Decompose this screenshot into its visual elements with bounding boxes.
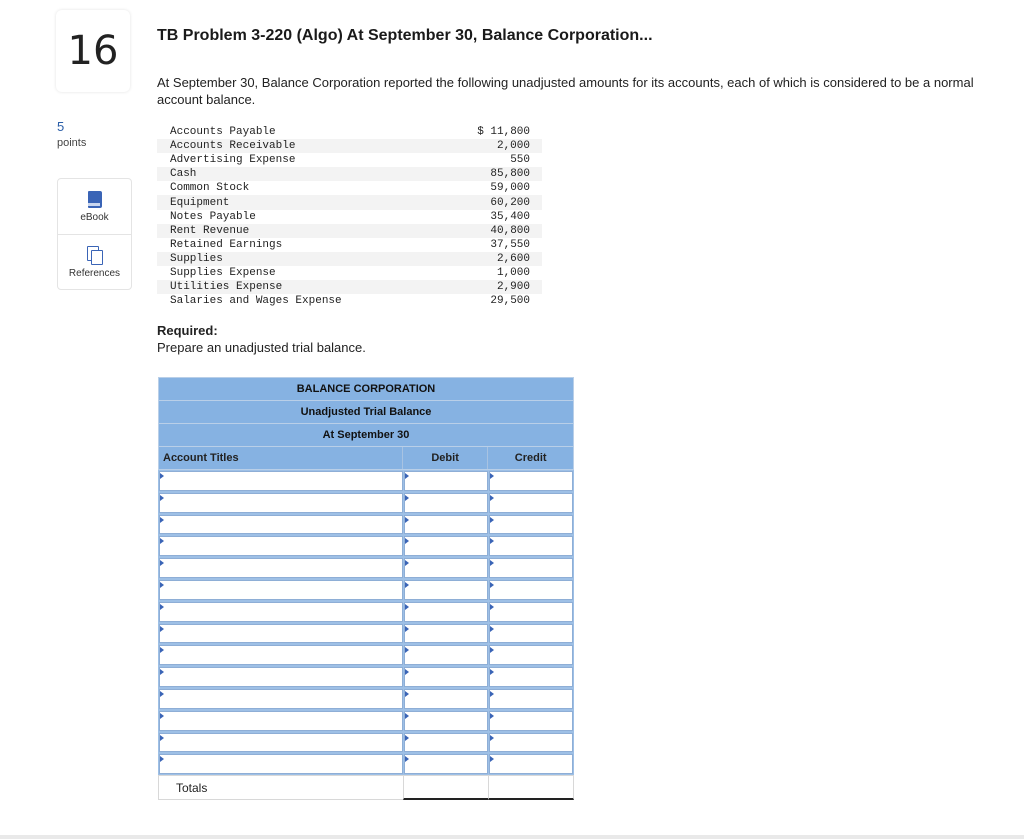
credit-cell[interactable]: [489, 754, 573, 774]
debit-cell[interactable]: [404, 558, 488, 578]
account-name: Retained Earnings: [170, 238, 283, 251]
account-name: Cash: [157, 167, 470, 181]
tb-input-row: [158, 601, 574, 623]
credit-cell[interactable]: [489, 667, 573, 687]
account-title-cell[interactable]: [159, 536, 403, 556]
references-button[interactable]: [58, 234, 131, 290]
account-row: [157, 294, 542, 308]
page-bottom-bar: [0, 835, 1024, 839]
account-title-cell[interactable]: [159, 645, 403, 665]
question-number: 16: [56, 10, 130, 92]
debit-cell[interactable]: [404, 624, 488, 644]
credit-cell[interactable]: [489, 645, 573, 665]
account-amount: 59,000: [490, 182, 530, 195]
debit-cell[interactable]: [404, 493, 488, 513]
account-amount: 35,400: [490, 210, 530, 223]
tb-rows: [158, 470, 574, 775]
debit-cell[interactable]: [404, 645, 488, 665]
credit-cell[interactable]: [489, 536, 573, 556]
account-name: Advertising Expense: [170, 154, 296, 167]
account-name: Utilities Expense: [157, 280, 470, 294]
account-name: Accounts Payable: [170, 126, 276, 139]
account-name: Rent Revenue: [157, 224, 470, 238]
account-amount: 2,000: [470, 139, 542, 153]
account-name: Accounts Receivable: [157, 139, 470, 153]
account-amount: 37,550: [490, 238, 530, 251]
tb-input-row: [158, 514, 574, 536]
points-box: [57, 119, 86, 149]
account-row: [157, 224, 542, 238]
points-label: points: [57, 137, 87, 149]
account-row: [157, 195, 542, 209]
col-debit: Debit: [402, 447, 488, 469]
trial-balance-worksheet: [158, 377, 574, 800]
tb-company: BALANCE CORPORATION: [158, 377, 574, 401]
account-title-cell[interactable]: [159, 667, 403, 687]
account-name: Equipment: [157, 195, 470, 209]
totals-label: Totals: [158, 776, 403, 800]
credit-cell[interactable]: [489, 602, 573, 622]
debit-cell[interactable]: [404, 602, 488, 622]
credit-cell[interactable]: [489, 733, 573, 753]
account-row: [157, 153, 542, 167]
debit-cell[interactable]: [404, 689, 488, 709]
account-amount: $ 11,800: [477, 126, 530, 139]
account-row: [157, 210, 542, 224]
col-credit: Credit: [487, 447, 573, 469]
tb-input-row: [158, 688, 574, 710]
tb-input-row: [158, 732, 574, 754]
required-heading: Required:: [157, 323, 218, 338]
account-amount: 1,000: [496, 266, 530, 279]
account-row: [157, 280, 542, 294]
credit-cell[interactable]: [489, 558, 573, 578]
account-title-cell[interactable]: [159, 515, 403, 535]
credit-cell[interactable]: [489, 493, 573, 513]
account-row: [157, 167, 542, 181]
account-name: Notes Payable: [170, 210, 256, 223]
credit-cell[interactable]: [489, 624, 573, 644]
tb-totals-row: [158, 775, 574, 800]
debit-cell[interactable]: [404, 515, 488, 535]
account-name: Salaries and Wages Expense: [170, 295, 342, 308]
debit-total-cell: [403, 776, 489, 800]
tools-panel: [57, 178, 132, 290]
tb-input-row: [158, 492, 574, 514]
account-amount: 85,800: [470, 167, 542, 181]
account-amount: 2,600: [470, 252, 542, 266]
account-title-cell[interactable]: [159, 754, 403, 774]
debit-cell[interactable]: [404, 580, 488, 600]
account-amount: 550: [510, 154, 530, 167]
account-row: [157, 181, 542, 195]
credit-cell[interactable]: [489, 471, 573, 491]
credit-cell[interactable]: [489, 689, 573, 709]
account-row: [157, 266, 542, 280]
tb-input-row: [158, 579, 574, 601]
account-title-cell[interactable]: [159, 580, 403, 600]
credit-cell[interactable]: [489, 711, 573, 731]
account-name: Common Stock: [170, 182, 250, 195]
tb-statement: Unadjusted Trial Balance: [158, 401, 574, 424]
tb-input-row: [158, 470, 574, 492]
tb-input-row: [158, 710, 574, 732]
problem-intro: At September 30, Balance Corporation reported the following unadjusted amounts for its accounts, each of which is considered to be a normal account balance.: [157, 75, 974, 107]
credit-cell[interactable]: [489, 515, 573, 535]
tb-input-row: [158, 535, 574, 557]
account-title-cell[interactable]: [159, 471, 403, 491]
ebook-button[interactable]: [58, 179, 131, 234]
debit-cell[interactable]: [404, 536, 488, 556]
account-amount: 2,900: [470, 280, 542, 294]
col-account-titles: Account Titles: [163, 452, 239, 464]
problem-title: TB Problem 3-220 (Algo) At September 30, Balance Corporation...: [157, 27, 653, 44]
account-name: Supplies Expense: [170, 266, 276, 279]
account-amount: 29,500: [490, 295, 530, 308]
account-row: [157, 252, 542, 266]
debit-cell[interactable]: [404, 667, 488, 687]
debit-cell[interactable]: [404, 754, 488, 774]
account-amount: 60,200: [470, 195, 542, 209]
debit-cell[interactable]: [404, 471, 488, 491]
account-title-cell[interactable]: [159, 602, 403, 622]
credit-cell[interactable]: [489, 580, 573, 600]
tb-input-row: [158, 623, 574, 645]
debit-cell[interactable]: [404, 711, 488, 731]
account-title-cell[interactable]: [159, 711, 403, 731]
tb-column-headers: [158, 447, 574, 470]
tb-input-row: [158, 753, 574, 775]
accounts-table: [157, 125, 542, 308]
required-text: Prepare an unadjusted trial balance.: [157, 340, 366, 355]
references-icon: [87, 246, 103, 264]
account-amount: 40,800: [470, 224, 542, 238]
tb-input-row: [158, 666, 574, 688]
account-title-cell[interactable]: [159, 558, 403, 578]
account-name: Supplies: [157, 252, 470, 266]
ebook-label: eBook: [80, 211, 109, 223]
book-icon: [88, 191, 102, 208]
tb-input-row: [158, 557, 574, 579]
account-row: [157, 125, 542, 139]
account-title-cell[interactable]: [159, 624, 403, 644]
account-row: [157, 139, 542, 153]
credit-total-cell: [489, 776, 574, 800]
debit-cell[interactable]: [404, 733, 488, 753]
account-title-cell[interactable]: [159, 689, 403, 709]
points-value: 5: [57, 119, 65, 134]
tb-date: At September 30: [158, 424, 574, 447]
account-row: [157, 238, 542, 252]
account-title-cell[interactable]: [159, 733, 403, 753]
tb-input-row: [158, 644, 574, 666]
account-title-cell[interactable]: [159, 493, 403, 513]
references-label: References: [68, 268, 121, 279]
